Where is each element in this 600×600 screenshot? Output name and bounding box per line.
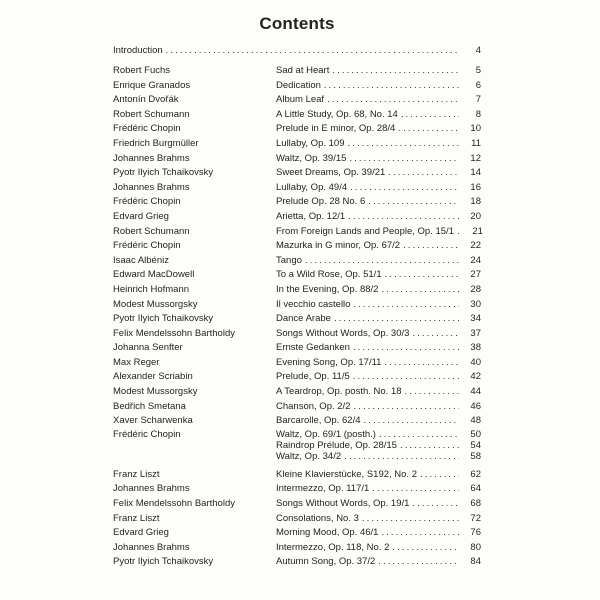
work-title: Songs Without Words, Op. 19/1 [276,498,410,510]
work-title: Waltz, Op. 69/1 (posth.) [276,428,376,440]
composer-name: Xaver Scharwenka [113,415,193,427]
composer-name: Franz Liszt [113,468,160,480]
dot-leader [457,225,461,240]
work-line [276,327,481,342]
toc-entry [113,93,481,108]
dot-leader [332,64,459,79]
composer-name: Edvard Grieg [113,527,169,539]
composer-name: Johannes Brahms [113,483,190,495]
toc-entry [113,195,481,210]
dot-leader [401,108,459,123]
composer-name: Modest Mussorgsky [113,386,198,398]
page-number: 37 [470,327,481,339]
toc-entry-list [113,64,481,570]
page-number: 48 [470,415,481,427]
page-number: 46 [470,400,481,412]
work-title: Arietta, Op. 12/1 [276,210,346,222]
composer-name: Isaac Albéniz [113,254,169,266]
toc-entry [113,298,481,313]
toc-entry [113,526,481,541]
page-number: 24 [470,254,481,266]
composer-name: Pyotr Ilyich Tchaikovsky [113,556,214,568]
dot-leader [384,356,459,371]
composer-name: Robert Schumann [113,108,190,120]
work-list [276,327,481,342]
dot-leader [344,451,459,462]
work-list [276,225,481,240]
dot-leader [353,370,459,385]
toc-entry [113,541,481,556]
work-list [276,108,481,123]
work-line [276,497,481,512]
composer-name: Robert Fuchs [113,65,171,76]
work-list [276,414,481,429]
toc-entry [113,225,481,240]
composer-name: Robert Schumann [113,225,190,237]
toc-entry [113,254,481,269]
composer-name: Max Reger [113,356,160,368]
dot-leader [398,122,459,137]
work-line [276,298,481,313]
work-line [276,468,481,483]
work-title: Chanson, Op. 2/2 [276,400,351,412]
page-number: 21 [472,225,483,237]
work-title: Mazurka in G minor, Op. 67/2 [276,240,401,252]
introduction-page-number: 4 [475,45,481,56]
work-line [276,440,481,451]
work-title: Barcarolle, Op. 62/4 [276,415,361,427]
toc-entry [113,64,481,79]
work-list [276,64,481,79]
work-list [276,541,481,556]
work-line [276,312,481,327]
toc-entry [113,312,481,327]
toc-entry [113,356,481,371]
work-title: A Little Study, Op. 68, No. 14 [276,108,398,120]
composer-name: Heinrich Hofmann [113,283,190,295]
work-list [276,137,481,152]
work-title: A Teardrop, Op. posth. No. 18 [276,386,402,398]
page-title: Contents [259,14,335,33]
work-title: Waltz, Op. 34/2 [276,450,342,462]
work-title: Lullaby, Op. 109 [276,137,345,149]
work-title: Raindrop Prélude, Op. 28/15 [276,439,397,451]
page-number: 76 [470,527,481,539]
dot-leader [353,298,459,313]
composer-name: Johannes Brahms [113,541,190,553]
toc-entry [113,497,481,512]
work-list [276,512,481,527]
dot-leader [305,254,459,269]
toc-entry [113,181,481,196]
work-list [276,93,481,108]
toc-introduction-row [113,43,481,58]
composer-name: Frédéric Chopin [113,123,181,135]
page-number: 27 [470,269,481,281]
composer-name: Bedřich Smetana [113,400,186,412]
toc-entry [113,468,481,483]
toc-entry [113,482,481,497]
page-number: 12 [470,152,481,164]
composer-name: Antonín Dvořák [113,94,179,106]
dot-leader [412,327,459,342]
toc-entry [113,210,481,225]
dot-leader [353,341,459,356]
dot-leader [405,385,459,400]
composer-name: Enrique Granados [113,79,191,91]
work-line [276,512,481,527]
page-number: 7 [475,94,481,106]
work-title: Prelude, Op. 11/5 [276,371,350,383]
dot-leader [324,79,459,94]
composer-name: Frédéric Chopin [113,240,181,252]
toc-entry [113,122,481,137]
page-number: 84 [470,556,481,568]
work-line [276,79,481,94]
dot-leader [412,497,459,512]
page-number: 42 [470,371,481,383]
dot-leader [403,239,459,254]
work-line [276,181,481,196]
work-line [276,451,481,462]
page-number: 11 [471,137,481,149]
work-line [276,122,481,137]
composer-name: Modest Mussorgsky [113,298,198,310]
dot-leader [362,512,459,527]
page-number: 16 [470,181,481,193]
page-number: 58 [470,450,481,462]
work-list [276,298,481,313]
toc-entry [113,79,481,94]
work-line [276,166,481,181]
page-number: 8 [475,108,481,120]
page-number: 14 [470,167,481,179]
dot-leader [347,137,459,152]
work-title: Evening Song, Op. 17/11 [276,356,382,368]
work-line [276,225,481,240]
work-title: Waltz, Op. 39/15 [276,152,347,164]
work-line [276,429,481,440]
work-title: To a Wild Rose, Op. 51/1 [276,269,382,281]
toc-entry [113,370,481,385]
work-title: Intermezzo, Op. 118, No. 2 [276,541,390,553]
work-line [276,210,481,225]
dot-leader [381,283,459,298]
page-number: 10 [470,123,481,135]
dot-leader [334,312,459,327]
page-number: 72 [470,512,481,524]
work-line [276,268,481,283]
dot-leader [348,210,459,225]
page-number: 34 [470,313,481,325]
toc-entry [113,152,481,167]
work-list [276,166,481,181]
page-number: 22 [470,240,481,252]
dot-leader [400,440,459,451]
work-line [276,555,481,570]
composer-name: Pyotr Ilyich Tchaikovsky [113,313,214,325]
dot-leader [420,468,459,483]
work-list [276,254,481,269]
composer-name: Johannes Brahms [113,181,190,193]
work-list [276,268,481,283]
work-list [276,555,481,570]
work-title: Intermezzo, Op. 117/1 [276,483,370,495]
page-number: 28 [470,283,481,295]
page-number: 54 [470,439,481,451]
work-title: Prelude in E minor, Op. 28/4 [276,123,396,135]
work-line [276,283,481,298]
toc-entry [113,400,481,415]
work-line [276,414,481,429]
work-line [276,254,481,269]
work-line [276,356,481,371]
work-title: Tango [276,254,302,266]
page-number: 5 [475,65,481,76]
work-list [276,152,481,167]
dot-leader [381,526,459,541]
page-number: 44 [470,386,481,398]
work-line [276,64,481,79]
dot-leader [327,93,459,108]
work-title: Dance Arabe [276,313,331,325]
composer-name: Johannes Brahms [113,152,190,164]
work-title: Sweet Dreams, Op. 39/21 [276,167,386,179]
toc-entry [113,429,481,462]
toc-entry [113,327,481,342]
composer-name: Felix Mendelssohn Bartholdy [113,498,235,510]
work-list [276,79,481,94]
dot-leader [350,181,459,196]
toc-entry [113,414,481,429]
page-number: 38 [470,342,481,354]
page-number: 40 [470,356,481,368]
dot-leader [372,482,459,497]
dot-leader [379,429,459,440]
composer-name: Edvard Grieg [113,210,169,222]
toc-entry [113,137,481,152]
work-title: Prelude Op. 28 No. 6 [276,196,366,208]
composer-name: Friedrich Burgmüller [113,137,199,149]
work-title: Sad at Heart [276,65,330,76]
work-line [276,526,481,541]
toc-entry [113,268,481,283]
work-title: Autumn Song, Op. 37/2 [276,556,376,568]
dot-leader [364,414,460,429]
composer-name: Frédéric Chopin [113,196,181,208]
work-list [276,370,481,385]
work-list [276,283,481,298]
composer-name: Felix Mendelssohn Bartholdy [113,327,235,339]
work-title: Ernste Gedanken [276,342,350,354]
work-title: Album Leaf [276,94,325,106]
work-list [276,400,481,415]
page-number: 64 [470,483,481,495]
dot-leader [392,541,459,556]
toc-entry [113,385,481,400]
work-title: Dedication [276,79,321,91]
work-line [276,400,481,415]
toc-entry [113,512,481,527]
page-number: 6 [475,79,481,91]
work-list [276,468,481,483]
dot-leader [353,400,459,415]
work-line [276,195,481,210]
page-number: 20 [470,210,481,222]
page-number: 18 [470,196,481,208]
work-line [276,370,481,385]
work-line [276,482,481,497]
composer-name: Alexander Scriabin [113,371,193,383]
toc-entry [113,239,481,254]
work-list [276,181,481,196]
toc-entry [113,108,481,123]
page-number: 80 [470,541,481,553]
work-title: Consolations, No. 3 [276,512,359,524]
introduction-label: Introduction [113,45,163,56]
work-list [276,385,481,400]
work-title: Songs Without Words, Op. 30/3 [276,327,410,339]
dot-leader [349,152,459,167]
work-line [276,341,481,356]
toc-entry [113,555,481,570]
toc-entry [113,166,481,181]
work-line [276,385,481,400]
dot-leader [385,268,459,283]
work-list [276,356,481,371]
page-number: 62 [470,468,481,480]
composer-name: Johanna Senfter [113,342,183,354]
work-list [276,210,481,225]
work-title: Kleine Klavierstücke, S192, No. 2 [276,468,417,480]
work-line [276,239,481,254]
work-list [276,312,481,327]
composer-name: Frédéric Chopin [113,428,181,440]
work-line [276,152,481,167]
work-title: Il vecchio castello [276,298,351,310]
composer-name: Pyotr Ilyich Tchaikovsky [113,167,214,179]
dot-leader [388,166,459,181]
dot-leader [368,195,459,210]
toc-entry [113,283,481,298]
dot-leader [378,555,459,570]
work-title: Morning Mood, Op. 46/1 [276,527,379,539]
composer-name: Edward MacDowell [113,269,195,281]
work-list [276,122,481,137]
toc-entry [113,341,481,356]
dot-leader [166,43,459,58]
composer-name: Franz Liszt [113,512,160,524]
work-line [276,137,481,152]
page-number: 68 [470,498,481,510]
work-title: From Foreign Lands and People, Op. 15/1 [276,225,454,237]
page-number: 30 [470,298,481,310]
work-list [276,195,481,210]
page-number: 50 [470,428,481,440]
work-title: In the Evening, Op. 88/2 [276,283,379,295]
work-list [276,429,481,462]
work-line [276,93,481,108]
work-list [276,497,481,512]
work-line [276,541,481,556]
table-of-contents [113,43,481,570]
work-line [276,108,481,123]
work-title: Lullaby, Op. 49/4 [276,181,348,193]
work-list [276,239,481,254]
work-list [276,482,481,497]
work-list [276,526,481,541]
work-list [276,341,481,356]
